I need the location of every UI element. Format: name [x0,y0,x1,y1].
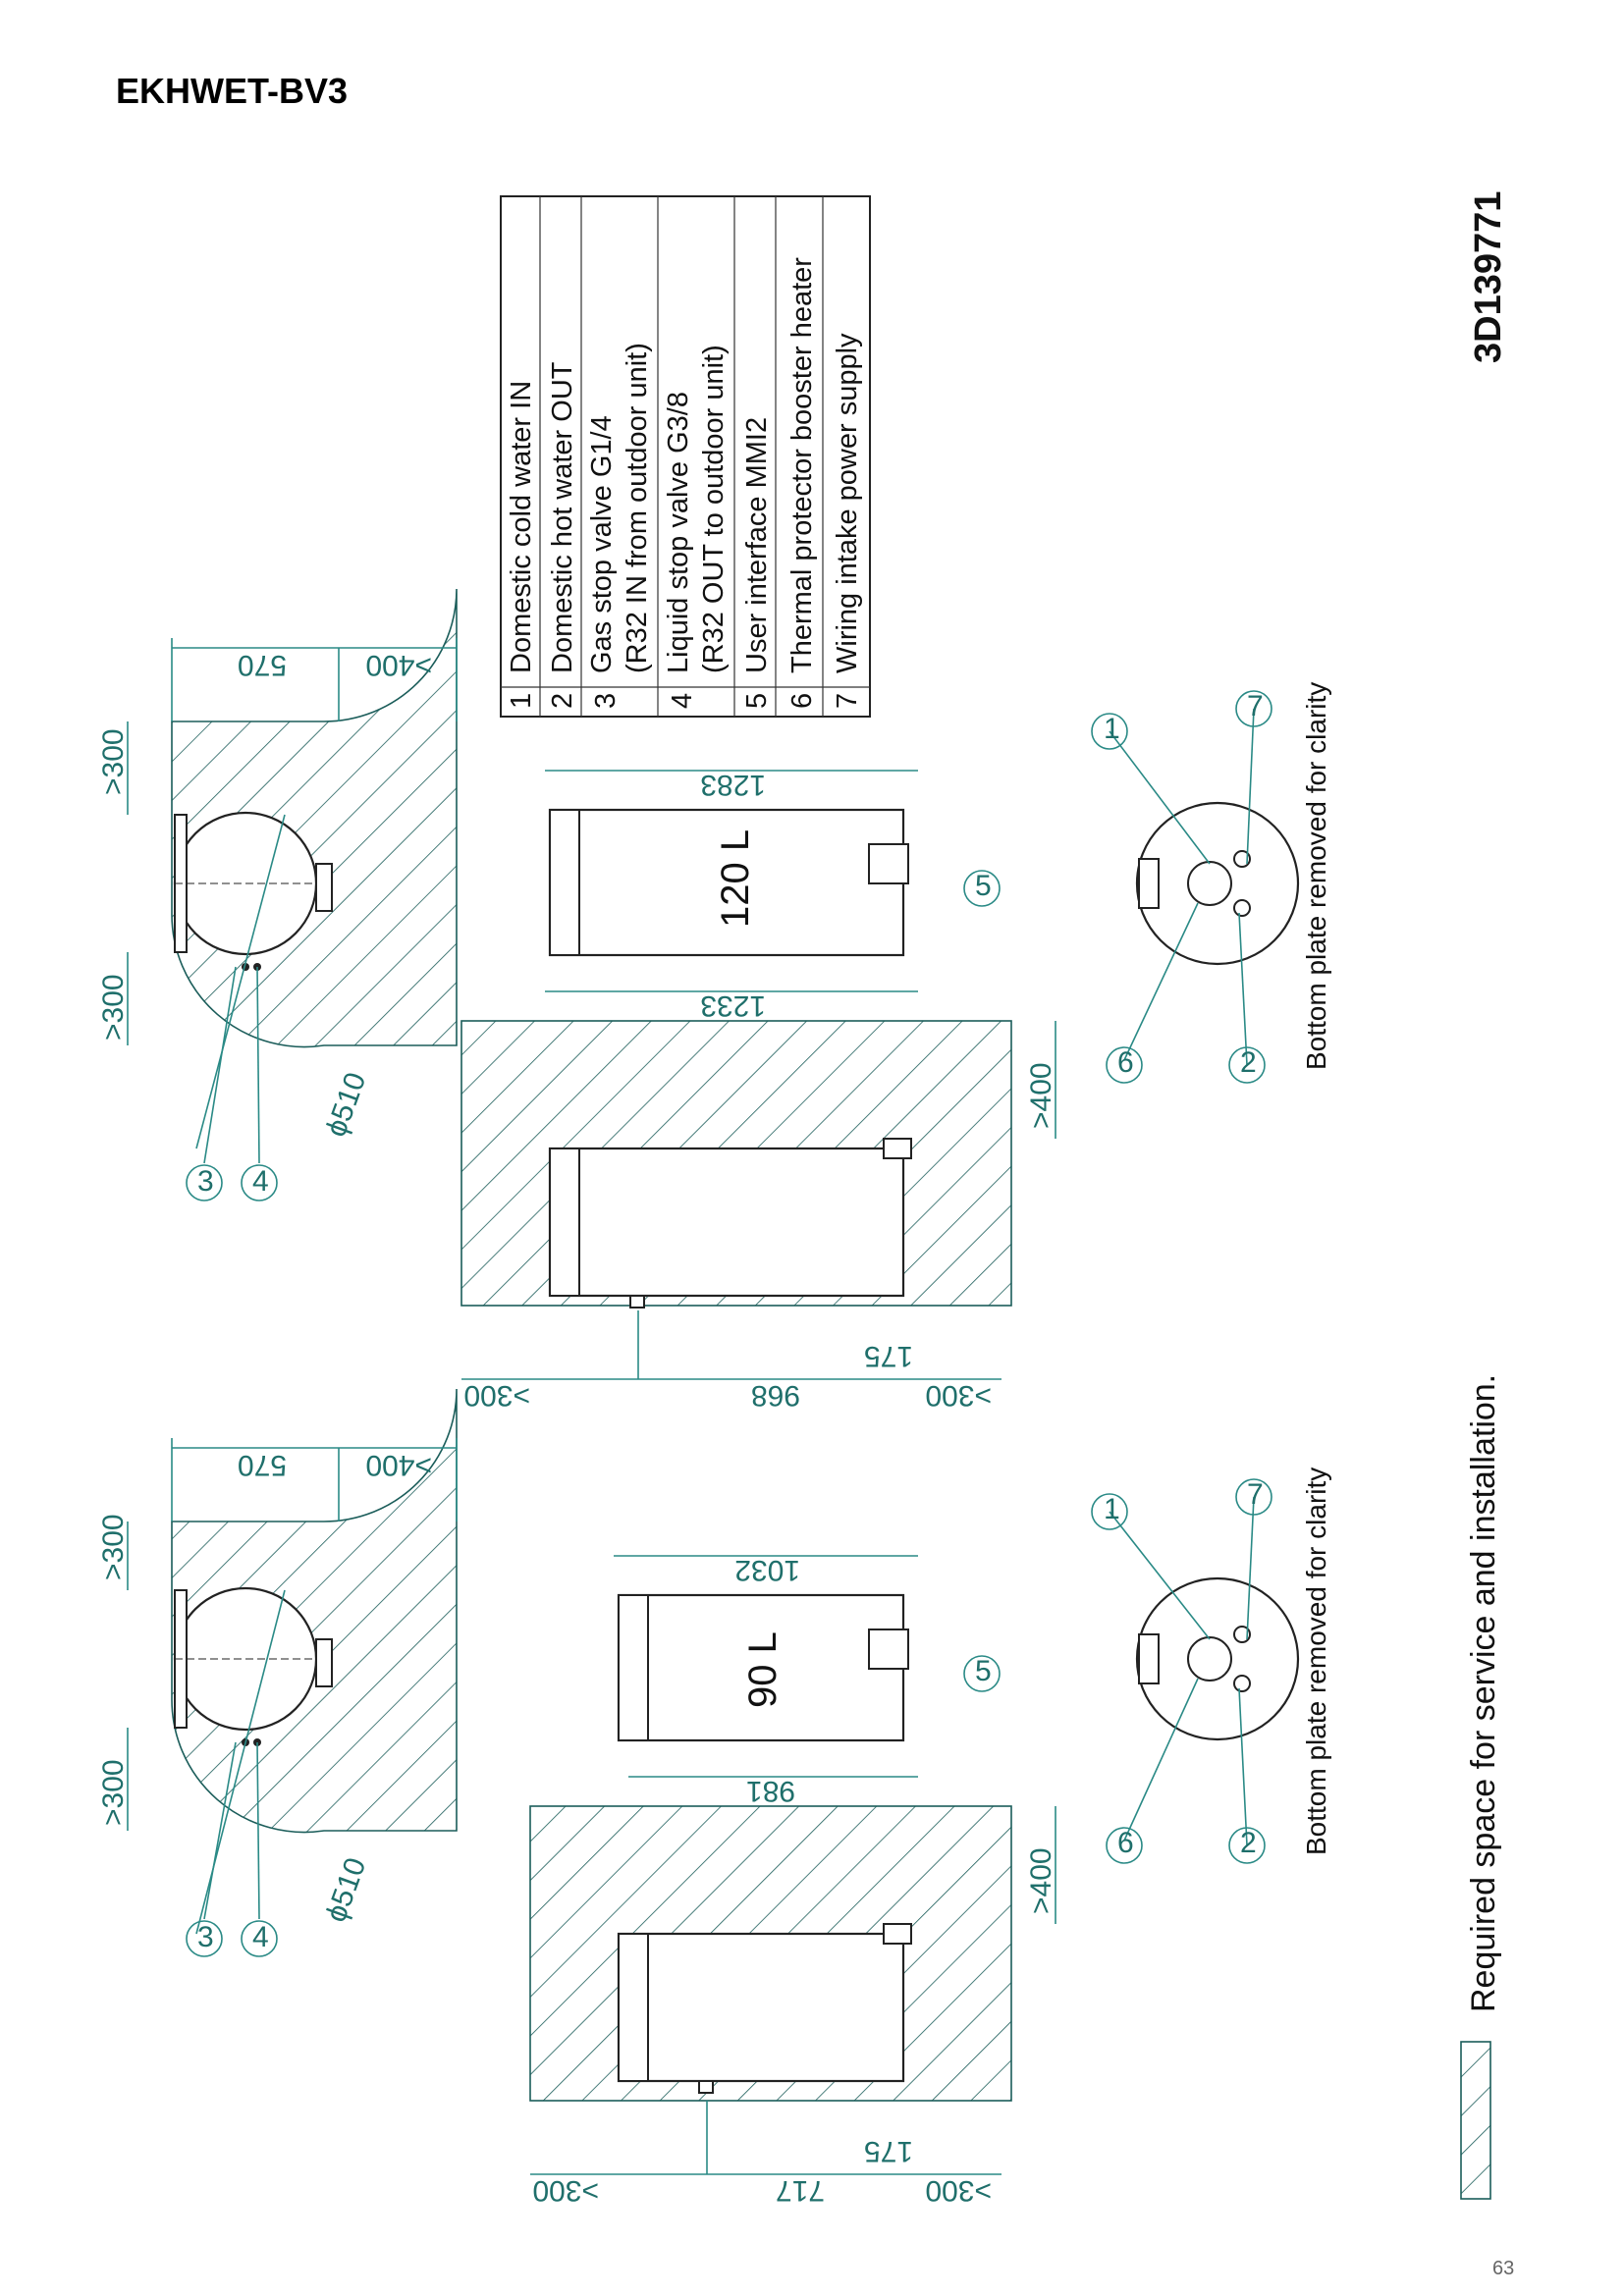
legend-row-6 [786,257,818,709]
dim-gt300-bottom: >300 [925,1379,992,1412]
bottom-plate-note: Bottom plate removed for clarity [1301,1467,1331,1855]
dim-gt300-bottom: >300 [925,2174,992,2207]
legend-label: Domestic hot water OUT [547,361,578,673]
callout-3: 3 [197,1921,214,1953]
legend-label-sub: (R32 IN from outdoor unit) [622,343,653,673]
callout-1: 1 [1104,1493,1120,1525]
dim-gt300-top: >300 [532,2174,599,2207]
dim-968: 968 [750,1379,800,1412]
dim-1283: 1283 [700,769,766,801]
legend-label: Gas stop valve G1/4 [586,415,618,673]
legend-label: Thermal protector booster heater [786,257,818,673]
dim-1032: 1032 [734,1554,800,1586]
legend-row-4 [663,345,730,709]
tank-label-120: 120 L [714,828,757,928]
dim-gt400-side: >400 [1025,1847,1057,1914]
tank-label-90: 90 L [741,1631,785,1708]
legend-row-5 [741,417,773,709]
legend-num: 6 [786,692,818,709]
legend-label: Wiring intake power supply [832,333,863,673]
callout-7: 7 [1247,690,1264,722]
legend-num: 3 [590,692,622,709]
dim-175: 175 [863,1340,913,1372]
callout-6: 6 [1117,1827,1134,1859]
legend-row-7 [832,333,863,709]
hatch-swatch [1461,2042,1490,2199]
dim-gt300: >300 [97,974,130,1041]
document-code: 3D139771 [1468,190,1509,363]
dim-gt300: >300 [97,1514,130,1580]
dim-gt300: >300 [97,728,130,795]
dim-570: 570 [237,649,287,681]
required-space-note: Required space for service and installation. [1465,1373,1502,2012]
dim-1233: 1233 [700,989,766,1022]
callout-6: 6 [1117,1046,1134,1079]
legend-num: 1 [506,692,537,709]
dim-diameter: ϕ510 [319,1853,373,1927]
legend-row-1 [506,381,537,709]
page-number: 63 [1492,2258,1515,2279]
legend-label: Liquid stop valve G3/8 [663,392,694,673]
legend-num: 5 [741,692,773,709]
page-title: EKHWET-BV3 [116,71,349,111]
legend-label: Domestic cold water IN [506,380,537,673]
unit-90l [97,1389,1331,2207]
dim-gt300: >300 [97,1759,130,1826]
legend-table [501,196,870,717]
legend-label: User interface MMI2 [741,416,773,673]
callout-1: 1 [1104,713,1120,745]
callout-5: 5 [975,1655,992,1687]
dim-717: 717 [775,2174,825,2207]
callout-5: 5 [975,870,992,902]
callout-4: 4 [252,1921,269,1953]
dim-gt400-side: >400 [1025,1062,1057,1129]
dim-gt300-top: >300 [463,1379,530,1412]
legend-label-sub: (R32 OUT to outdoor unit) [698,345,730,673]
callout-2: 2 [1240,1827,1257,1859]
callout-2: 2 [1240,1046,1257,1079]
legend-num: 4 [667,692,698,709]
bottom-plate-note: Bottom plate removed for clarity [1301,681,1331,1070]
callout-4: 4 [252,1165,269,1198]
unit-120l [97,589,1331,1412]
callout-7: 7 [1247,1478,1264,1511]
dim-gt400: >400 [365,649,432,681]
legend-row-2 [547,361,578,709]
dim-diameter: ϕ510 [319,1068,373,1142]
legend-num: 7 [832,692,863,709]
dim-175: 175 [863,2135,913,2167]
dim-570: 570 [237,1449,287,1481]
dim-gt400: >400 [365,1449,432,1481]
callout-3: 3 [197,1165,214,1198]
legend-num: 2 [547,692,578,709]
dim-981: 981 [745,1775,795,1807]
legend-row-3 [586,343,653,709]
